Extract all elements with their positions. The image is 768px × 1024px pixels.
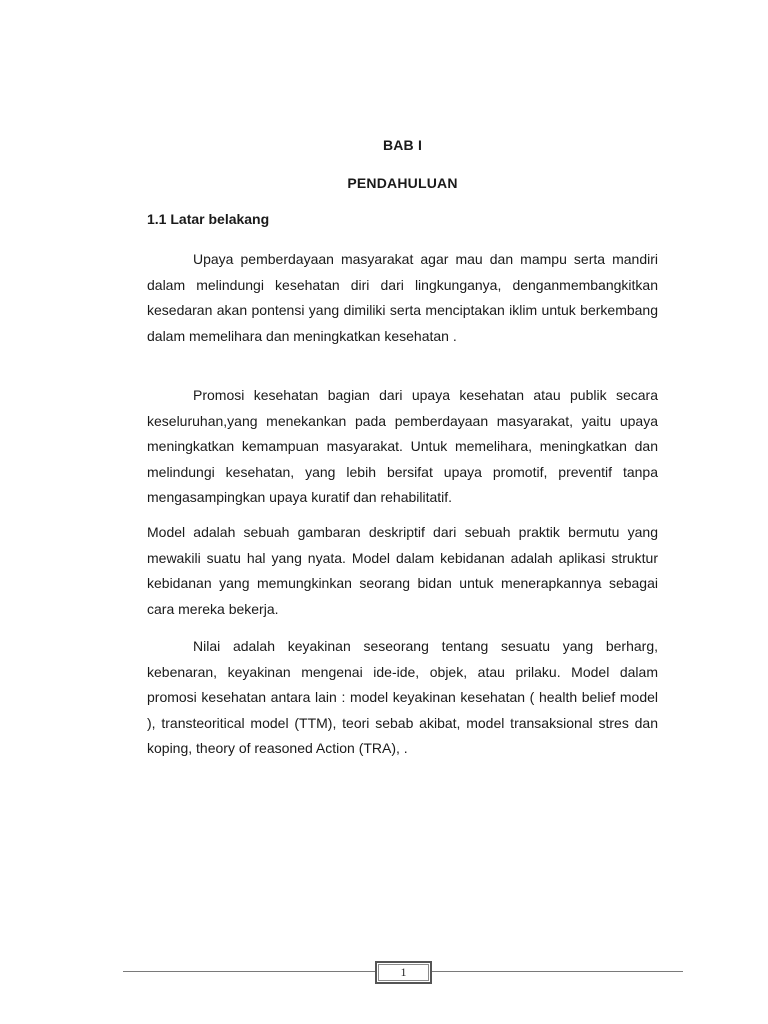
paragraph-1: Upaya pemberdayaan masyarakat agar mau dan mampu serta mandiri dalam melindungi kesehatan diri dari lingkunganya, denganmembangkitkan kesedaran akan pontensi yang dimiliki serta menciptakan iklim untuk berkembang dalam memelihara dan meningkatkan kesehatan . [147,251,658,344]
paragraph-3: Model adalah sebuah gambaran deskriptif dari sebuah praktik bermutu yang mewakili suatu hal yang nyata. Model dalam kebidanan adalah aplikasi struktur kebidanan yang memungkinkan seorang bidan untuk menerapkannya sebagai cara mereka bekerja. [147,524,658,617]
paragraph-4: Nilai adalah keyakinan seseorang tentang sesuatu yang berharg, kebenaran, keyakinan mengenai ide-ide, objek, atau prilaku. Model dalam promosi kesehatan antara lain : model keyakinan kesehatan ( health belief model ), transteoritical model (TTM), teori sebab akibat, model transaksional stres dan koping, theory of reasoned Action (TRA), . [147,638,658,756]
paragraph-2: Promosi kesehatan bagian dari upaya kesehatan atau publik secara keseluruhan,yang menekankan pada pemberdayaan masyarakat, yaitu upaya meningkatkan kemampuan masyarakat. Untuk memelihara, meningkatkan dan melindungi kesehatan, yang lebih bersifat upaya promotif, preventif tanpa mengasampingkan upaya kuratif dan rehabilitatif. [147,387,658,505]
chapter-number: BAB I [382,137,423,153]
page-number: 1 [375,961,432,984]
section-title: 1.1 Latar belakang [147,211,270,227]
chapter-title: PENDAHULUAN [347,175,458,191]
